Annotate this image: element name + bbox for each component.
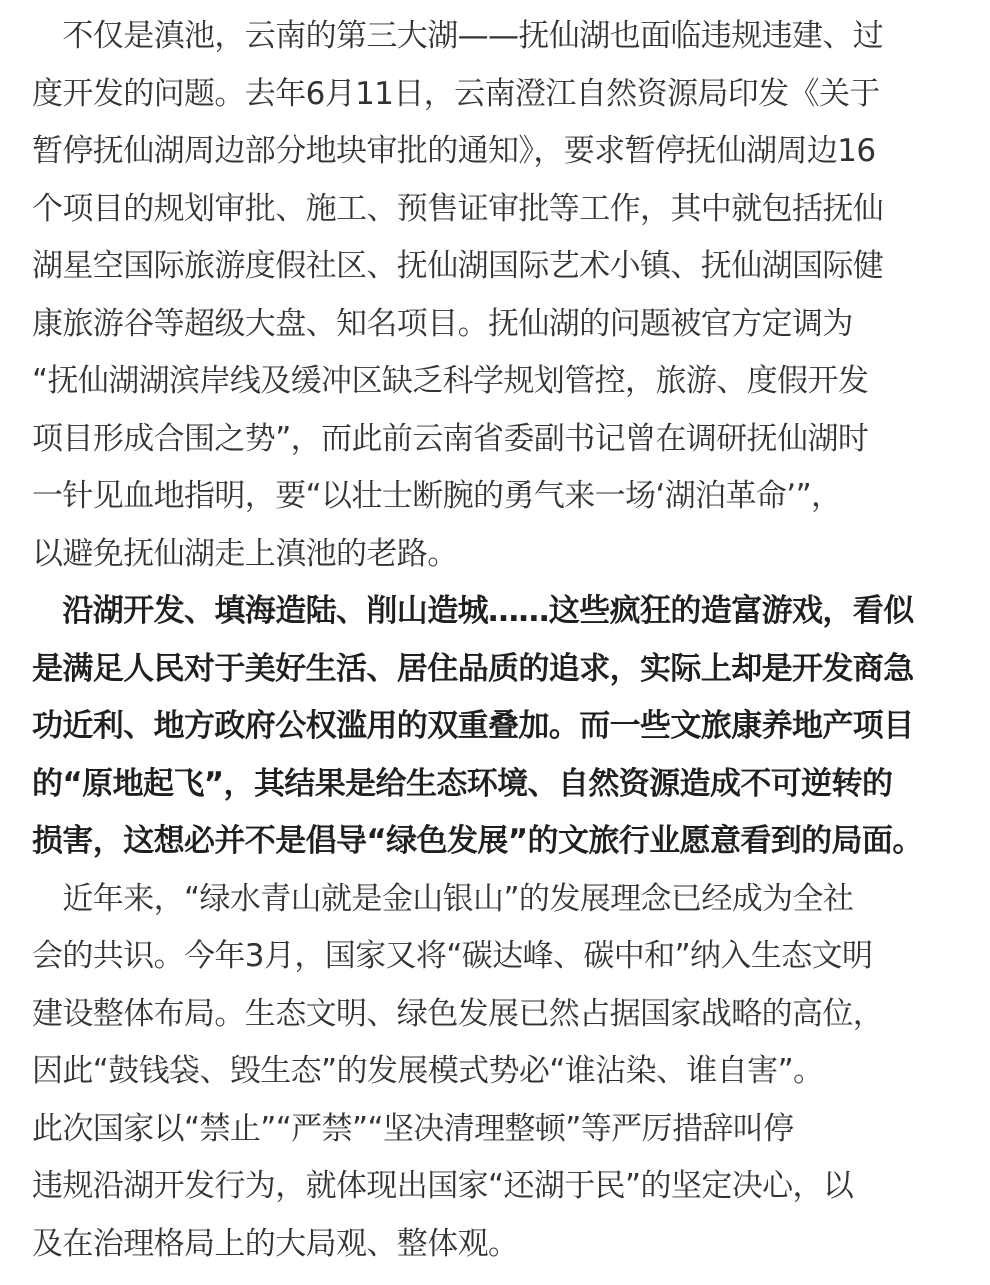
text-line: 一针见血地指明，要“以壮士断腕的勇气来一场‘湖泊革命’”， — [32, 478, 842, 514]
text-line: 会的共识。今年3月，国家又将“碳达峰、碳中和”纳入生态文明 — [32, 938, 873, 974]
text-line: 近年来，“绿水青山就是金山银山”的发展理念已经成为全社 — [32, 880, 854, 917]
paragraph-green-development — [32, 871, 962, 1274]
text-line: 度开发的问题。去年6月11日，云南澄江自然资源局印发《关于 — [32, 75, 880, 112]
text-line: “抚仙湖湖滨岸线及缓冲区缺乏科学规划管控，旅游、度假开发 — [32, 363, 869, 399]
text-line: 损害，这想必并不是倡导“绿色发展”的文旅行业愿意看到的局面。 — [32, 823, 923, 859]
text-line: 此次国家以“禁止”“严禁”“坚决清理整顿”等严厉措辞叫停 — [32, 1110, 794, 1147]
text-line: 以避免抚仙湖走上滇池的老路。 — [32, 535, 458, 572]
text-line: 湖星空国际旅游度假社区、抚仙湖国际艺术小镇、抚仙湖国际健 — [32, 248, 884, 284]
text-line: 项目形成合围之势”，而此前云南省委副书记曾在调研抚仙湖时 — [32, 420, 869, 457]
text-line: 不仅是滇池，云南的第三大湖——抚仙湖也面临违规违建、过 — [32, 18, 884, 54]
paragraph-fuxian-lake — [32, 8, 962, 583]
text-line: 的“原地起飞”，其结果是给生态环境、自然资源造成不可逆转的 — [32, 765, 893, 802]
text-line: 个项目的规划审批、施工、预售证审批等工作，其中就包括抚仙 — [32, 190, 884, 227]
paragraph-bold-emphasis — [32, 583, 962, 871]
text-line: 及在治理格局上的大局观、整体观。 — [32, 1225, 519, 1262]
article-body — [32, 8, 962, 1273]
text-line: 因此“鼓钱袋、毁生态”的发展模式势必“谁沾染、谁自害”。 — [32, 1053, 824, 1089]
text-line: 沿湖开发、填海造陆、削山造城……这些疯狂的造富游戏，看似 — [32, 593, 914, 629]
text-line: 是满足人民对于美好生活、居住品质的追求，实际上却是开发商急 — [32, 650, 914, 687]
text-line: 违规沿湖开发行为，就体现出国家“还湖于民”的坚定决心，以 — [32, 1168, 854, 1204]
text-line: 建设整体布局。生态文明、绿色发展已然占据国家战略的高位， — [32, 995, 884, 1032]
text-line: 暂停抚仙湖周边部分地块审批的通知》，要求暂停抚仙湖周边16 — [32, 133, 876, 169]
text-line: 康旅游谷等超级大盘、知名项目。抚仙湖的问题被官方定调为 — [32, 305, 853, 342]
text-line: 功近利、地方政府公权滥用的双重叠加。而一些文旅康养地产项目 — [32, 708, 914, 744]
